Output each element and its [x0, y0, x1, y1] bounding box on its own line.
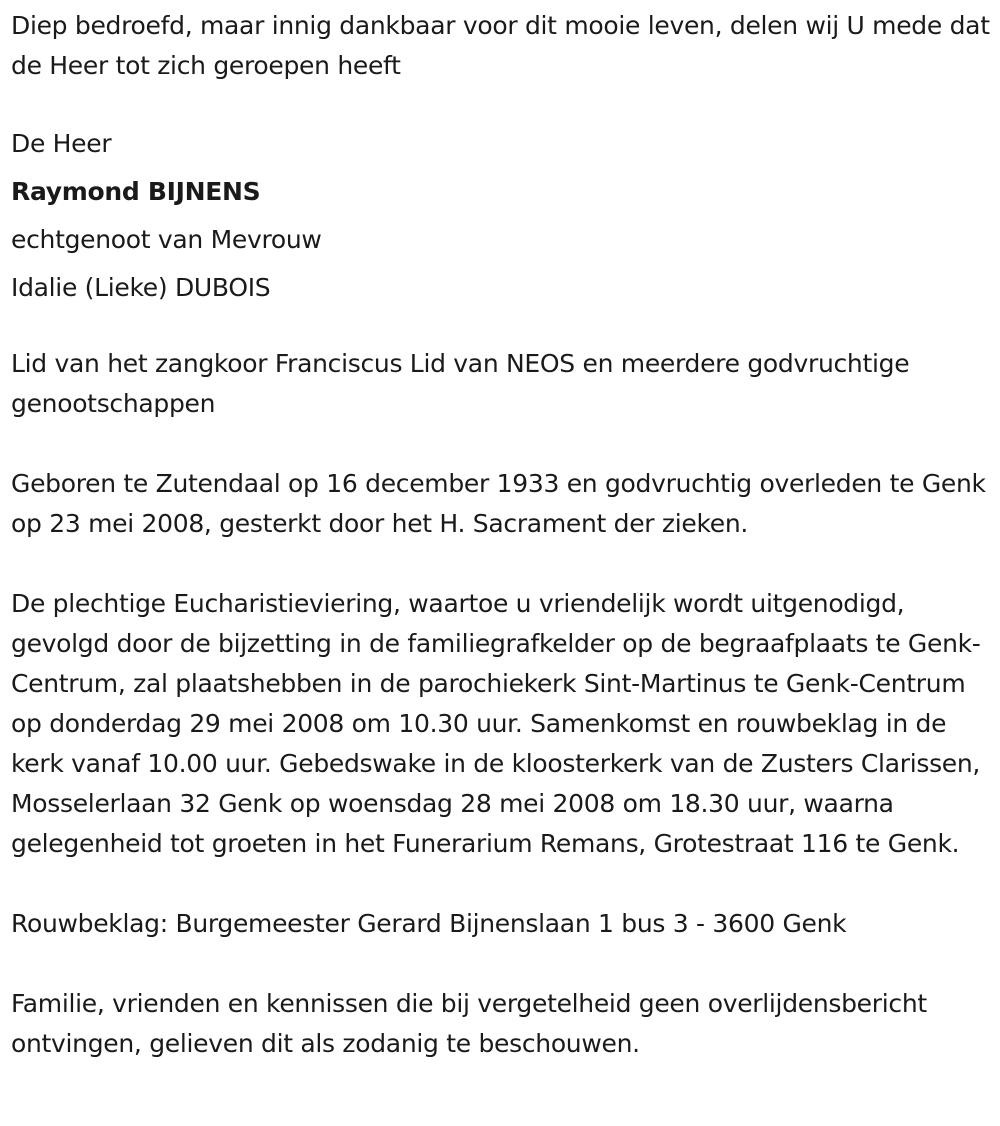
spacer [11, 864, 996, 904]
birth-death-text: Geboren te Zutendaal op 16 december 1933 en godvruchtig overleden te Genk op 23 mei 2008, gesterkt door het H. Sacrament der zieken. [11, 469, 986, 538]
deceased-block [11, 120, 996, 312]
spacer [11, 544, 996, 584]
memberships-text: Lid van het zangkoor Franciscus Lid van NEOS en meerdere godvruchtige genootschappen [11, 349, 910, 418]
condolence-address: Rouwbeklag: Burgemeester Gerard Bijnenslaan 1 bus 3 - 3600 Genk [11, 909, 847, 938]
deceased-name: Raymond BIJNENS [11, 177, 261, 206]
honorific: De Heer [11, 129, 112, 158]
closing-text: Familie, vrienden en kennissen die bij vergetelheid geen overlijdensbericht ontvingen, gelieven dit als zodanig te beschouwen. [11, 989, 927, 1058]
spouse-name: Idalie (Lieke) DUBOIS [11, 273, 271, 302]
spouse-intro: echtgenoot van Mevrouw [11, 225, 322, 254]
death-notice [11, 6, 996, 1064]
spacer [11, 424, 996, 464]
spacer [11, 312, 996, 344]
intro-text: Diep bedroefd, maar innig dankbaar voor dit mooie leven, delen wij U mede dat de Heer tot zich geroepen heeft [11, 11, 990, 80]
ceremony-text: De plechtige Eucharistieviering, waartoe u vriendelijk wordt uitgenodigd, gevolgd door de bijzetting in de familiegrafkelder op de begraafplaats te Genk-Centrum, zal plaatshebben in de parochiekerk Sint-Martinus te Genk-Centrum op donderdag 29 mei 2008 om 10.30 uur. Samenkomst en rouwbeklag in de kerk vanaf 10.00 uur. Gebedswake in de kloosterkerk van de Zusters Clarissen, Mosselerlaan 32 Genk op woensdag 28 mei 2008 om 18.30 uur, waarna gelegenheid tot groeten in het Funerarium Remans, Grotestraat 116 te Genk. [11, 589, 981, 858]
spacer [11, 944, 996, 984]
